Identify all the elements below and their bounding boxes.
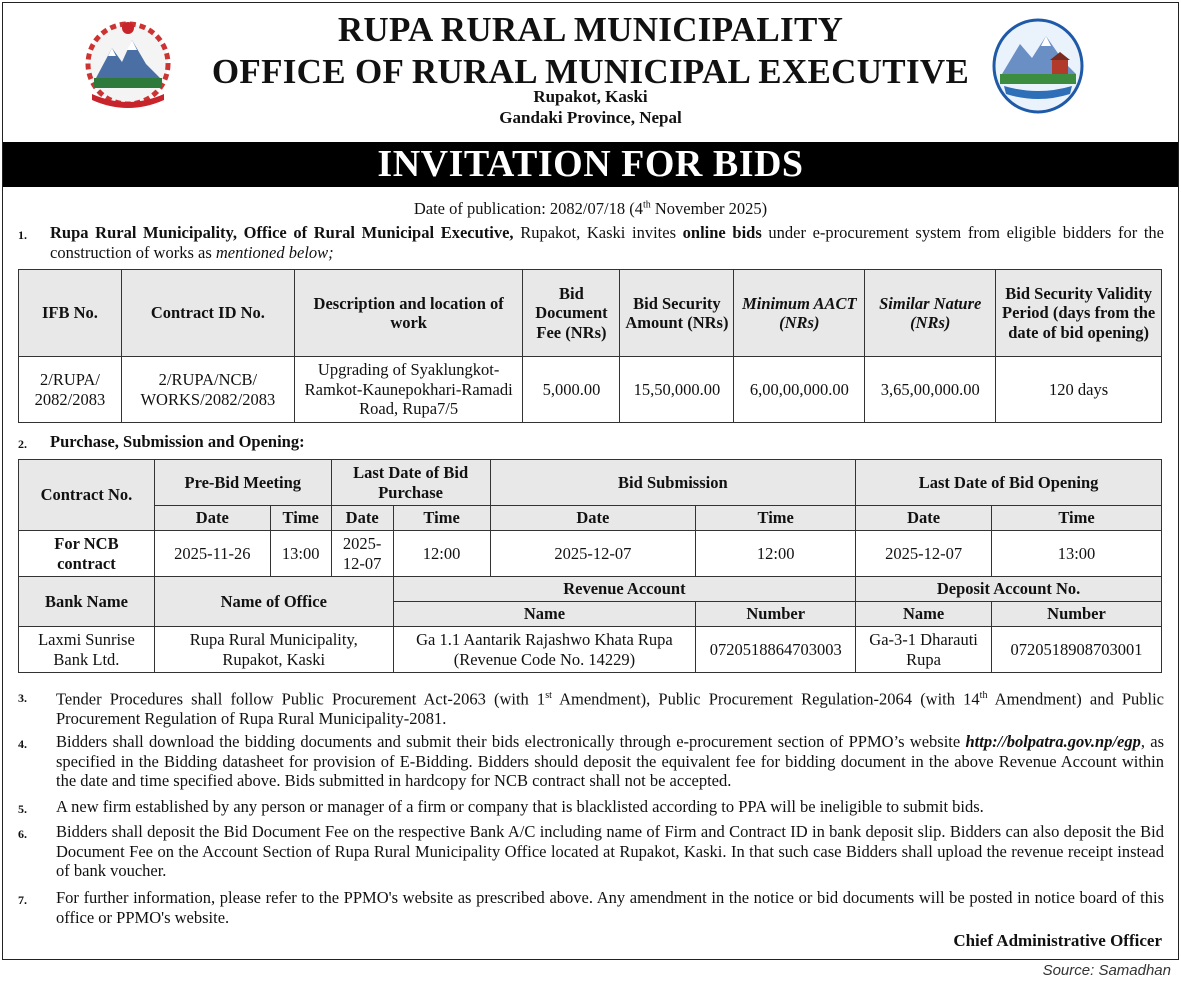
header-last-purchase: Last Date of Bid Purchase xyxy=(331,460,490,506)
header-description: Description and location of work xyxy=(294,270,523,357)
municipality-title: RUPA RURAL MUNICIPALITY xyxy=(337,10,844,49)
table-row xyxy=(19,357,1162,423)
paragraph-3 xyxy=(18,686,1164,729)
header-prebid: Pre-Bid Meeting xyxy=(154,460,331,506)
para5-text: A new firm established by any person or manager of a firm or company that is blacklisted according to PPA will be ineligible to submit bids. xyxy=(56,797,984,816)
cell-contract-type: For NCB contract xyxy=(19,531,155,577)
cell-contract-id: 2/RUPA/NCB/ WORKS/2082/2083 xyxy=(121,357,294,423)
header-similar: Similar Nature (NRs) xyxy=(865,270,996,357)
header-time: Time xyxy=(696,506,856,531)
cell-opening-time: 13:00 xyxy=(992,531,1162,577)
para-number: 4. xyxy=(18,737,27,751)
header-time: Time xyxy=(992,506,1162,531)
para1-bold-office: Rupa Rural Municipality, Office of Rural Municipal Executive, xyxy=(50,223,514,242)
cell-ifb: 2/RUPA/ 2082/2083 xyxy=(19,357,122,423)
para2-heading: Purchase, Submission and Opening: xyxy=(50,432,305,451)
header-security: Bid Security Amount (NRs) xyxy=(620,270,734,357)
paragraph-7 xyxy=(18,888,1164,927)
para7-text: For further information, please refer to the PPMO's website as prescribed above. Any amendment in the notice or bid documents will be posted in notice board of this office or PPMO's website. xyxy=(56,888,1164,927)
header-contract-id: Contract ID No. xyxy=(121,270,294,357)
header-bid-submission: Bid Submission xyxy=(490,460,856,506)
para3-sup2: th xyxy=(979,690,988,701)
header-date: Date xyxy=(490,506,696,531)
office-location: Rupakot, Kaski xyxy=(533,87,648,106)
para3-text-a: Tender Procedures shall follow Public Procurement Act-2063 (with 1 xyxy=(56,689,546,709)
header-bank-name: Bank Name xyxy=(19,577,155,627)
para-number: 5. xyxy=(18,802,27,816)
paragraph-2 xyxy=(18,432,1164,452)
header-name: Name xyxy=(856,602,992,627)
header-validity: Bid Security Validity Period (days from the date of bid opening) xyxy=(996,270,1162,357)
para3-text-b: Amendment), Public Procurement Regulation-2064 (with 14 xyxy=(551,689,980,709)
paragraph-1 xyxy=(18,223,1164,262)
cell-revenue-name: Ga 1.1 Aantarik Rajashwo Khata Rupa (Revenue Code No. 14229) xyxy=(393,627,696,673)
para-number: 7. xyxy=(18,893,27,907)
paragraph-5 xyxy=(18,797,1164,817)
cell-purchase-time: 12:00 xyxy=(393,531,490,577)
pubdate-prefix: Date of publication: 2082/07/18 (4 xyxy=(413,199,643,218)
cell-submission-time: 12:00 xyxy=(696,531,856,577)
header-aact: Minimum AACT (NRs) xyxy=(734,270,865,357)
cell-description: Upgrading of Syaklungkot-Ramkot-Kaunepokhari-Ramadi Road, Rupa7/5 xyxy=(294,357,523,423)
header-name: Name xyxy=(393,602,696,627)
para3-sup1: st xyxy=(545,690,552,701)
cell-deposit-number: 0720518908703001 xyxy=(992,627,1162,673)
header-doc-fee: Bid Document Fee (NRs) xyxy=(523,270,620,357)
cell-aact: 6,00,00,000.00 xyxy=(734,357,865,423)
cell-doc-fee: 5,000.00 xyxy=(523,357,620,423)
works-table xyxy=(18,269,1162,423)
header-revenue-account: Revenue Account xyxy=(393,577,856,602)
table-row xyxy=(19,531,1162,577)
works-header-row xyxy=(19,270,1162,357)
schedule-table xyxy=(18,459,1162,673)
signatory: Chief Administrative Officer xyxy=(953,931,1162,950)
office-title: OFFICE OF RURAL MUNICIPAL EXECUTIVE xyxy=(211,52,970,91)
para-number: 3. xyxy=(18,691,27,705)
cell-prebid-date: 2025-11-26 xyxy=(154,531,270,577)
cell-prebid-time: 13:00 xyxy=(270,531,331,577)
para3-text-c: Amendment) and Public Procurement Regulation of Rupa Rural Municipality-2081. xyxy=(56,689,1165,728)
pubdate-sup: th xyxy=(642,199,651,211)
cell-similar: 3,65,00,000.00 xyxy=(865,357,996,423)
schedule-header-row xyxy=(19,460,1162,506)
para1-italic: mentioned below; xyxy=(215,242,334,262)
cell-deposit-name: Ga-3-1 Dharauti Rupa xyxy=(856,627,992,673)
header-date: Date xyxy=(856,506,992,531)
cell-opening-date: 2025-12-07 xyxy=(856,531,992,577)
bank-header-row xyxy=(19,577,1162,602)
notice-banner: INVITATION FOR BIDS xyxy=(3,142,1178,187)
header-time: Time xyxy=(270,506,331,531)
publication-date xyxy=(0,199,1181,219)
para6-text: Bidders shall deposit the Bid Document Fee on the respective Bank A/C including name of Firm and Contract ID in bank deposit slip. Bidders can also deposit the Bid Document Fee on the Account Section of Rupa Rural Municipality Office located at Rupakot, Kaski. In that such case Bidders shall upload the revenue receipt instead of bank voucher. xyxy=(56,822,1164,880)
cell-revenue-number: 0720518864703003 xyxy=(696,627,856,673)
para-number: 2. xyxy=(18,437,27,451)
para1-text2: under e-procurement system from eligible bidders for the construction of works as xyxy=(50,223,1164,262)
pubdate-suffix: November 2025) xyxy=(650,199,768,218)
cell-submission-date: 2025-12-07 xyxy=(490,531,696,577)
header-number: Number xyxy=(696,602,856,627)
cell-bank-name: Laxmi Sunrise Bank Ltd. xyxy=(19,627,155,673)
header-bid-opening: Last Date of Bid Opening xyxy=(856,460,1162,506)
para1-text1: Rupakot, Kaski invites xyxy=(513,223,683,242)
cell-office-name: Rupa Rural Municipality, Rupakot, Kaski xyxy=(154,627,393,673)
header-number: Number xyxy=(992,602,1162,627)
para-number: 1. xyxy=(18,228,27,242)
cell-validity: 120 days xyxy=(996,357,1162,423)
header-time: Time xyxy=(393,506,490,531)
schedule-subheader-row xyxy=(19,506,1162,531)
header-deposit-account: Deposit Account No. xyxy=(856,577,1162,602)
table-row xyxy=(19,627,1162,673)
office-province: Gandaki Province, Nepal xyxy=(499,108,682,127)
header-date: Date xyxy=(331,506,393,531)
paragraph-4 xyxy=(18,732,1164,791)
para1-bold-online: online bids xyxy=(682,223,762,242)
para4-text-a: Bidders shall download the bidding documents and submit their bids electronically through e-procurement section of PPMO’s website xyxy=(56,732,966,751)
para-number: 6. xyxy=(18,827,27,841)
cell-security: 15,50,000.00 xyxy=(620,357,734,423)
cell-purchase-date: 2025-12-07 xyxy=(331,531,393,577)
header-office-name: Name of Office xyxy=(154,577,393,627)
header-date: Date xyxy=(154,506,270,531)
source-credit: Source: Samadhan xyxy=(1042,962,1171,979)
para4-text-b: , as specified in the Bidding datasheet for provision of E-Bidding. Bidders should deposit the equivalent fee for bidding document in the above Revenue Account within the date and time specified above. Bids submitted in hardcopy for NCB contract shall not be accepted. xyxy=(56,732,1164,790)
paragraph-6 xyxy=(18,822,1164,881)
header-ifb: IFB No. xyxy=(19,270,122,357)
header-contract-no: Contract No. xyxy=(19,460,155,531)
ppmo-website-link[interactable]: http://bolpatra.gov.np/egp xyxy=(965,732,1141,751)
